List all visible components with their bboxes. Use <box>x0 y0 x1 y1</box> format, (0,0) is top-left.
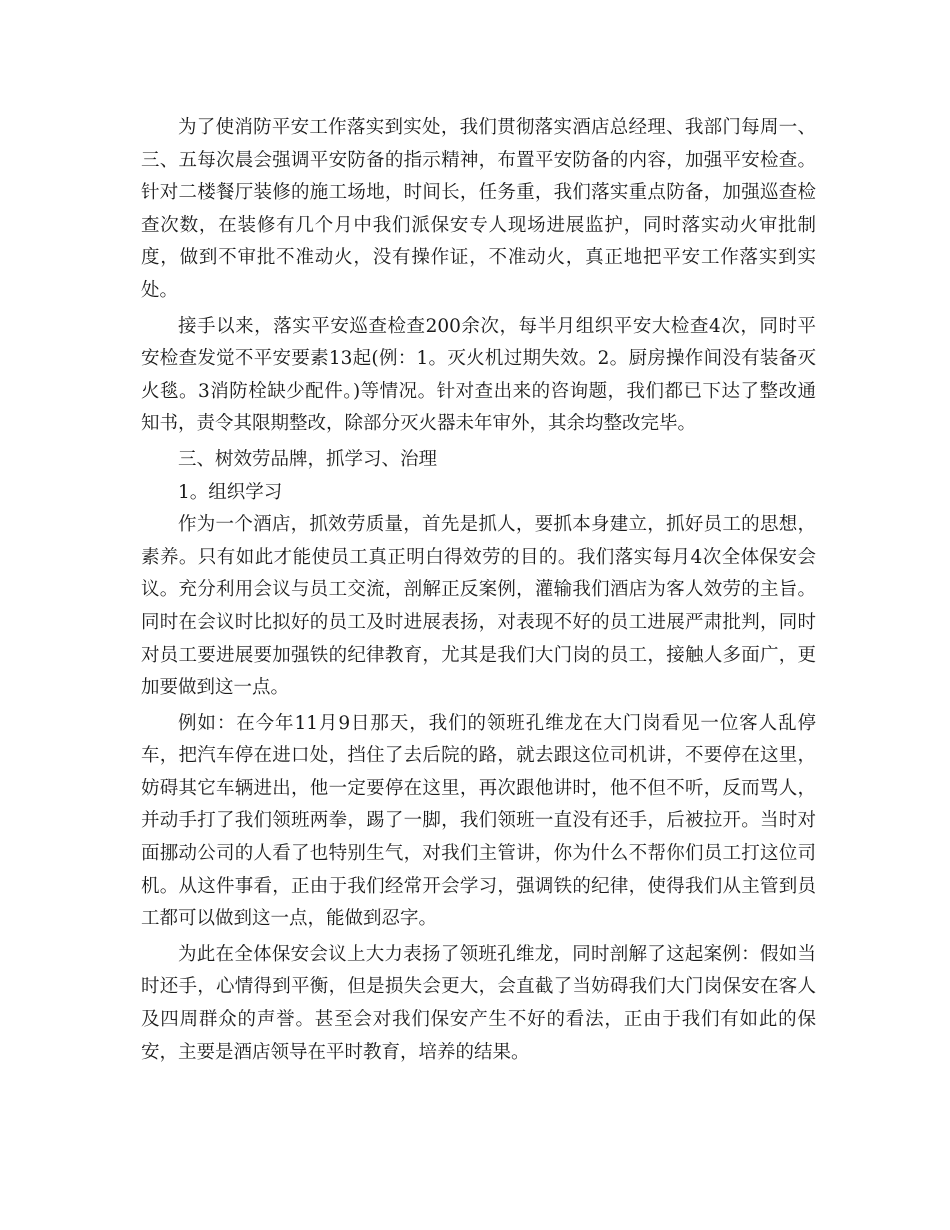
paragraph-fire-safety: 为了使消防平安工作落实到实处，我们贯彻落实酒店总经理、我部门每周一、三、五每次晨会强调平安防备的指示精神，布置平安防备的内容，加强平安检查。针对二楼餐厅装修的施工场地，时间长，任务重，我们落实重点防备，加强巡查检查次数，在装修有几个月中我们派保安专人现场进展监护，同时落实动火审批制度，做到不审批不准动火，没有操作证，不准动火，真正地把平安工作落实到实处。 <box>141 117 816 301</box>
subheading-organize-study: 1。组织学习 <box>178 481 283 503</box>
document-body <box>141 112 816 1069</box>
paragraph-inspections: 接手以来，落实平安巡查检查200余次，每半月组织平安大检查4次，同时平安检查发觉不平安要素13起(例：1。灭火机过期失效。2。厨房操作间没有装备灭火毯。3消防栓缺少配件。)等情况。针对查出来的咨询题，我们都已下达了整改通知书，责令其限期整改，除部分灭火器未年审外，其余均整改完毕。 <box>141 315 816 435</box>
paragraph-commendation: 为此在全体保安会议上大力表扬了领班孔维龙，同时剖解了这起案例：假如当时还手，心情得到平衡，但是损失会更大，会直截了当妨碍我们大门岗保安在客人及四周群众的声誉。甚至会对我们保安产生不好的看法，正由于我们有如此的保安，主要是酒店领导在平时教育，培养的结果。 <box>141 943 816 1063</box>
section-heading-service-brand: 三、树效劳品牌，抓学习、治理 <box>178 448 438 470</box>
paragraph-service-quality: 作为一个酒店，抓效劳质量，首先是抓人，要抓本身建立，抓好员工的思想，素养。只有如此才能使员工真正明白得效劳的目的。我们落实每月4次全体保安会议。充分利用会议与员工交流，剖解正反案例，灌输我们酒店为客人效劳的主旨。同时在会议时比拟好的员工及时进展表扬，对表现不好的员工进展严肃批判，同时对员工要进展要加强铁的纪律教育，尤其是我们大门岗的员工，接触人多面广，更加要做到这一点。 <box>141 514 816 699</box>
paragraph-example-incident: 例如：在今年11月9日那天，我们的领班孔维龙在大门岗看见一位客人乱停车，把汽车停在进口处，挡住了去后院的路，就去跟这位司机讲，不要停在这里，妨碍其它车辆进出，他一定要停在这里，再次跟他讲时，他不但不听，反而骂人，并动手打了我们领班两拳，踢了一脚，我们领班一直没有还手，后被拉开。当时对面挪动公司的人看了也特别生气，对我们主管讲，你为什么不帮你们员工打这位司机。从这件事看，正由于我们经常开会学习，强调铁的纪律，使得我们从主管到员工都可以做到这一点，能做到忍字。 <box>141 712 816 930</box>
